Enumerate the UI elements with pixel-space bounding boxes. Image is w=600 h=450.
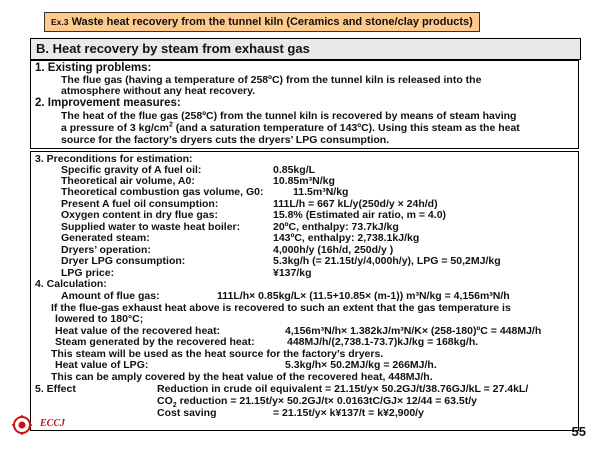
problems-heading: 1. Existing problems: bbox=[35, 62, 152, 74]
precondition-value: 143ºC, enthalpy: 2,738.1kJ/kg bbox=[273, 232, 420, 244]
flue-gas-label: Amount of flue gas: bbox=[61, 290, 160, 302]
measures-line-3: source for the factory’s dryers cuts the dryers’ LPG consumption. bbox=[61, 134, 390, 146]
problems-line-2: atmosphere without any heat recovery. bbox=[61, 85, 256, 97]
recovered-heat-label: Heat value of the recovered heat: bbox=[55, 325, 221, 337]
precondition-label: Supplied water to waste heat boiler: bbox=[61, 221, 241, 233]
logo-text: ECCJ bbox=[40, 418, 66, 429]
precondition-label: LPG price: bbox=[61, 267, 115, 279]
precondition-label: Present A fuel oil consumption: bbox=[61, 198, 219, 210]
precondition-value: 4,000h/y (16h/d, 250d/y ) bbox=[273, 244, 394, 256]
problems-line-1: The flue gas (having a temperature of 258ºC) from the tunnel kiln is released into the bbox=[61, 74, 482, 86]
calculation-box bbox=[30, 151, 579, 431]
precondition-value: 10.85m³N/kg bbox=[273, 175, 335, 187]
cost-saving-value: = 21.15t/y× k¥137/t = k¥2,900/y bbox=[273, 407, 424, 419]
flue-gas-value: 111L/h× 0.85kg/L× (11.5+10.85× (m-1)) m³N/kg = 4,156m³N/h bbox=[217, 290, 510, 302]
effect-heading: 5. Effect bbox=[35, 383, 76, 395]
problems-measures-box bbox=[30, 60, 579, 149]
precondition-value: ¥137/kg bbox=[273, 267, 312, 279]
calculation-heading: 4. Calculation: bbox=[35, 278, 107, 290]
section-title: B. Heat recovery by steam from exhaust gas bbox=[30, 38, 581, 60]
precondition-value: 5.3kg/h (= 21.15t/y/4,000h/y), LPG = 50,2MJ/kg bbox=[273, 255, 501, 267]
calculation-note: If the flue-gas exhaust heat above is recovered to such an extent that the gas temperature is bbox=[51, 302, 511, 314]
precondition-label: Dryer LPG consumption: bbox=[61, 255, 186, 267]
effect-line-1: Reduction in crude oil equivalent = 21.15t/y× 50.2GJ/t/38.76GJ/kL = 27.4kL/ bbox=[157, 383, 529, 395]
measures-heading: 2. Improvement measures: bbox=[35, 97, 181, 109]
example-number: Ex.3 bbox=[51, 17, 69, 27]
measures-line-1: The heat of the flue gas (258ºC) from the tunnel kiln is recovered by means of steam having bbox=[61, 110, 517, 122]
cost-saving-label: Cost saving bbox=[157, 407, 217, 419]
page-number: 55 bbox=[571, 424, 586, 439]
steam-value: 448MJ/h/(2,738.1-73.7)kJ/kg = 168kg/h. bbox=[287, 336, 479, 348]
precondition-label: Oxygen content in dry flue gas: bbox=[61, 209, 218, 221]
calculation-note: This steam will be used as the heat source for the factory’s dryers. bbox=[51, 348, 384, 360]
steam-label: Steam generated by the recovered heat: bbox=[55, 336, 255, 348]
precondition-label: Theoretical air volume, A0: bbox=[61, 175, 195, 187]
effect-line-2: $CO_2$ reduction = 21.15t/y× 50.2GJ/t× 0.0163tC/GJ× 12/44 = 63.5t/y bbox=[157, 395, 477, 410]
calculation-note: This can be amply covered by the heat value of the recovered heat, 448MJ/h. bbox=[51, 371, 433, 383]
lpg-heat-label: Heat value of LPG: bbox=[55, 359, 149, 371]
example-title: Waste heat recovery from the tunnel kiln (Ceramics and stone/clay products) bbox=[71, 16, 473, 28]
precondition-value: 20ºC, enthalpy: 73.7kJ/kg bbox=[273, 221, 399, 233]
recovered-heat-value: 4,156m³N/h× 1.382kJ/m³N/K× (258-180)ºC = 448MJ/h bbox=[285, 325, 542, 337]
preconditions-heading: 3. Preconditions for estimation: bbox=[35, 153, 193, 165]
precondition-label: Dryers’ operation: bbox=[61, 244, 151, 256]
precondition-value: 0.85kg/L bbox=[273, 164, 316, 176]
precondition-value: 111L/h = 667 kL/y(250d/y × 24h/d) bbox=[273, 198, 438, 210]
precondition-value: 15.8% (Estimated air ratio, m = 4.0) bbox=[273, 209, 447, 221]
example-tag bbox=[44, 12, 480, 32]
precondition-label: Generated steam: bbox=[61, 232, 150, 244]
measures-line-2: a pressure of 3 $kg/cm^2$ (and a saturation temperature of 143ºC). Using this steam as the heat bbox=[61, 121, 520, 134]
calculation-note: lowered to 180°C; bbox=[55, 313, 144, 325]
lpg-heat-value: 5.3kg/h× 50.2MJ/kg = 266MJ/h. bbox=[285, 359, 437, 371]
precondition-label: Theoretical combustion gas volume, G0: bbox=[61, 186, 264, 198]
precondition-label: Specific gravity of A fuel oil: bbox=[61, 164, 202, 176]
precondition-value: 11.5m³N/kg bbox=[293, 186, 349, 198]
